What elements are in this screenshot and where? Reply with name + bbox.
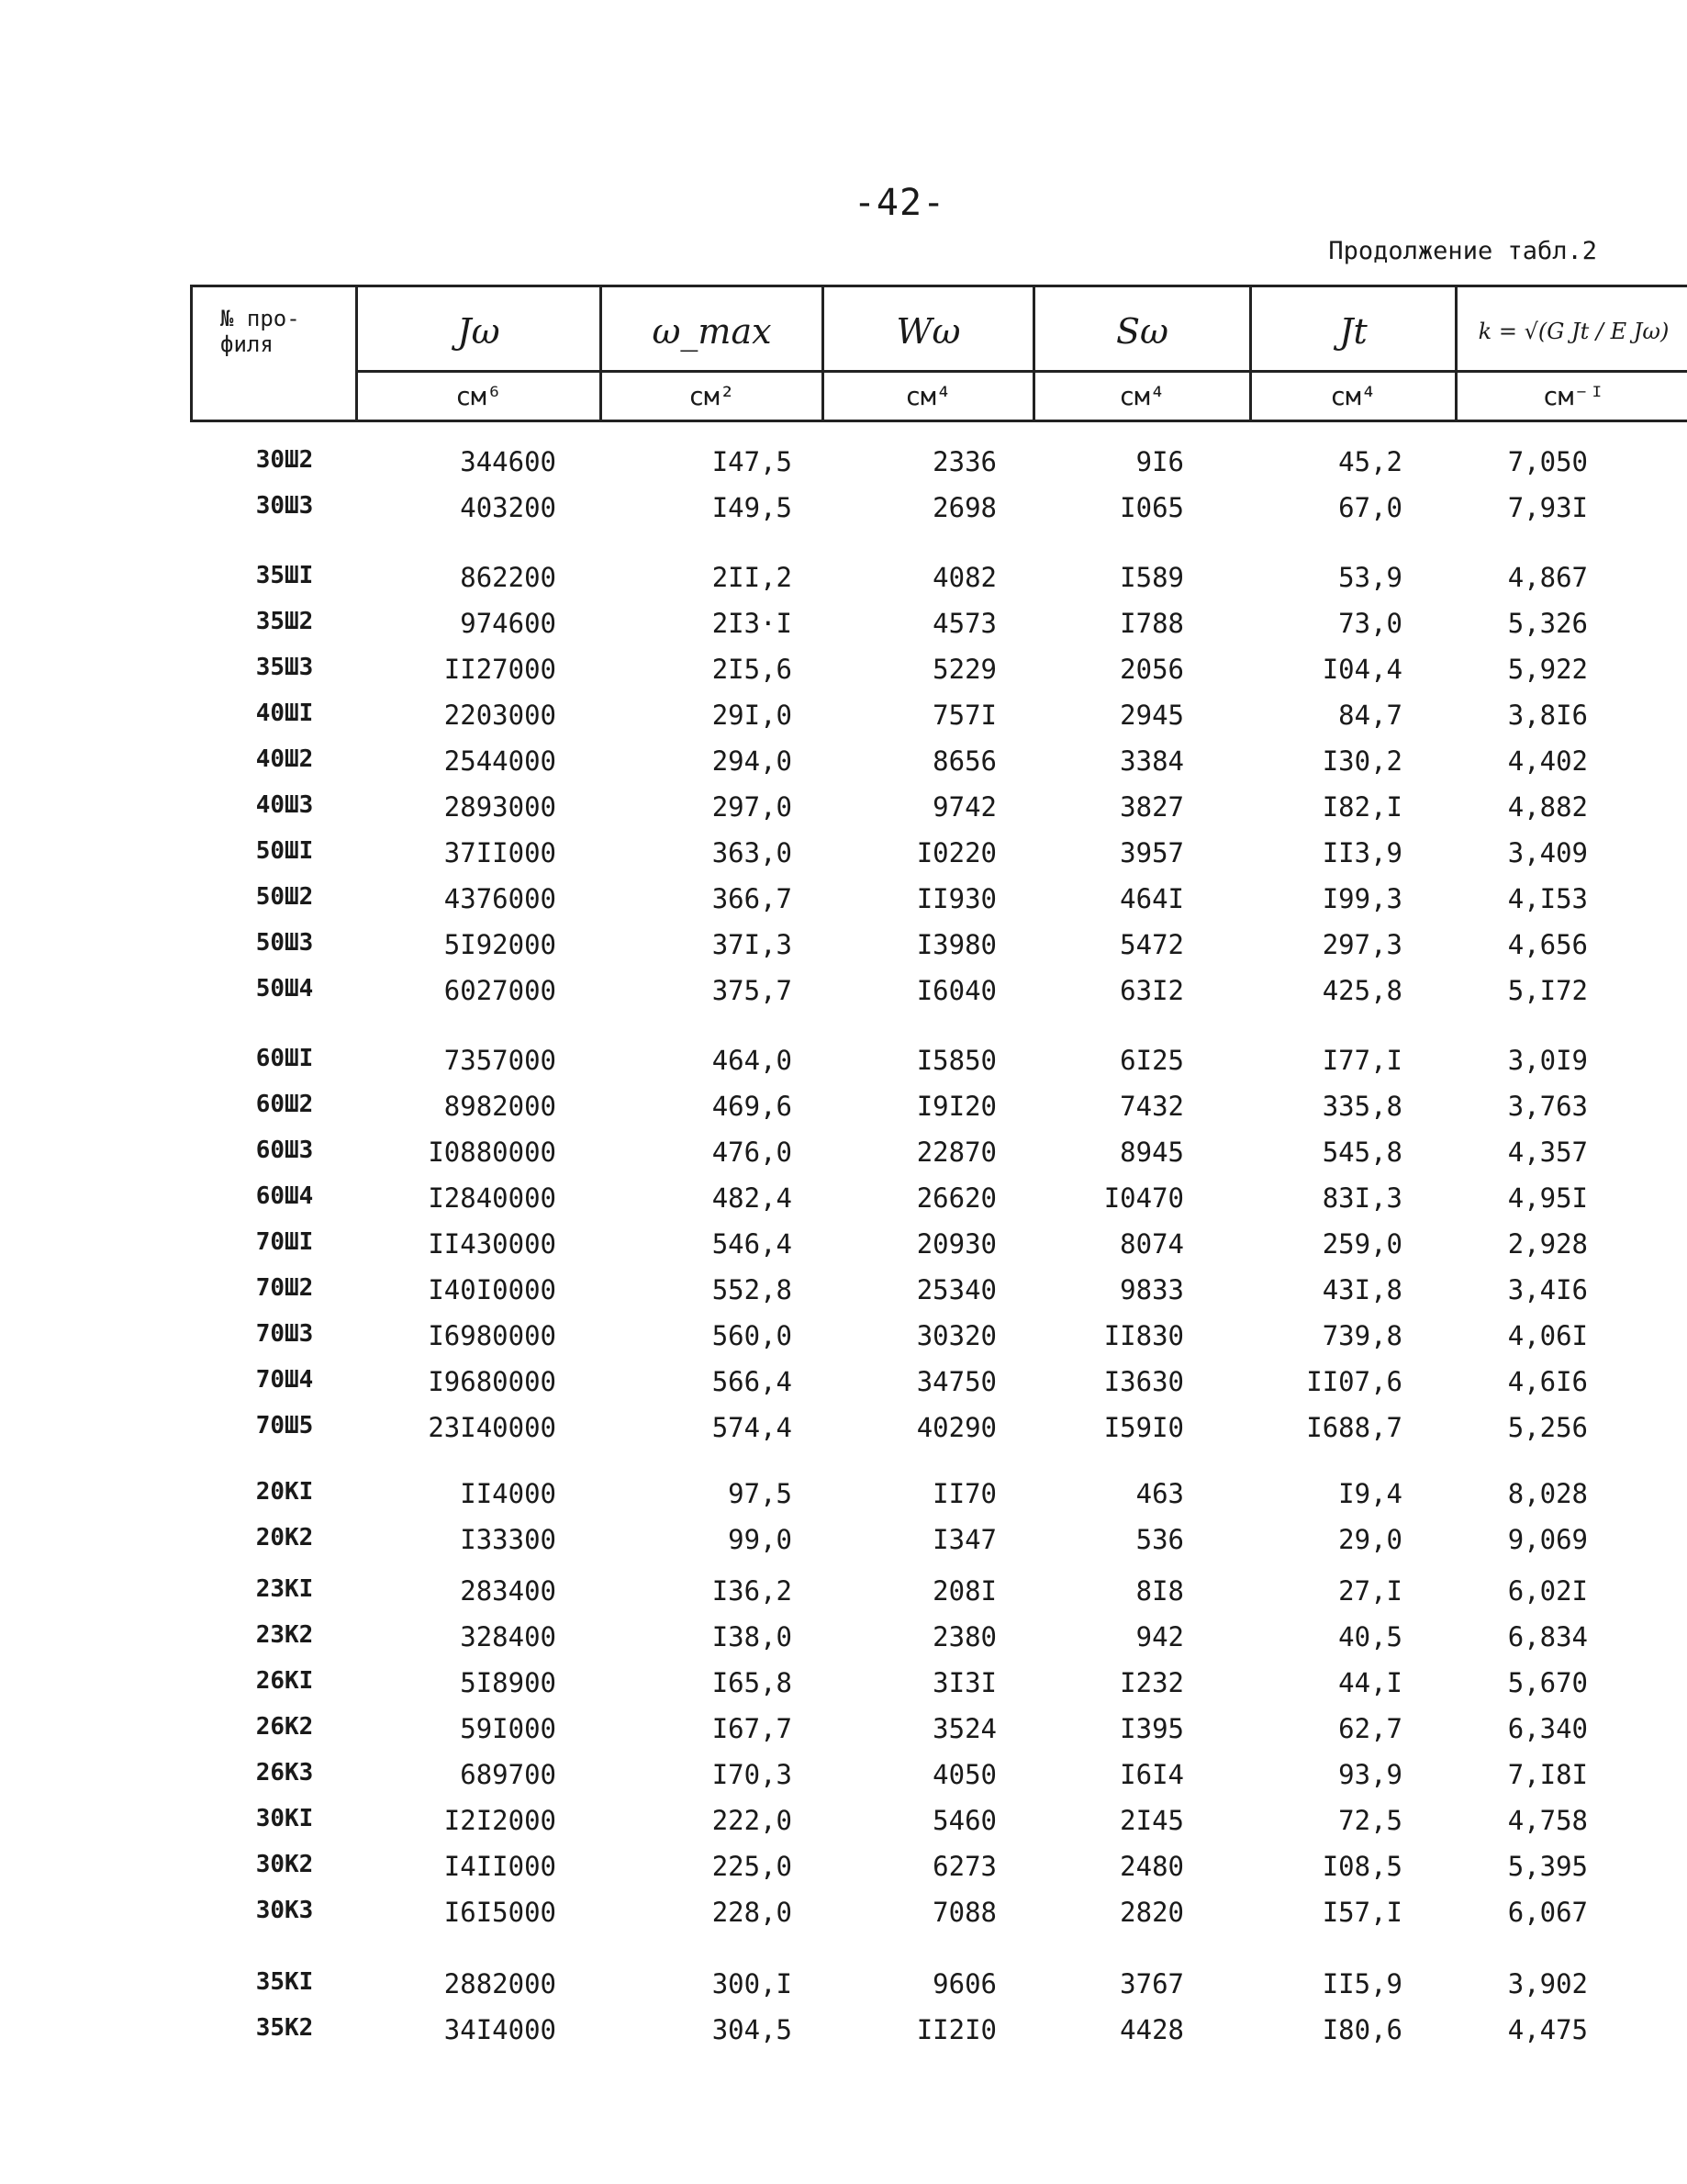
cell-s-omega: 942	[1135, 1621, 1184, 1652]
cell-omega-max: 464,0	[711, 1045, 792, 1076]
cell-jt: 72,5	[1338, 1805, 1402, 1836]
cell-w-omega: 2336	[933, 446, 997, 477]
cell-j-omega: I4II000	[443, 1851, 556, 1882]
cell-profile: 35К2	[255, 2014, 314, 2042]
cell-s-omega: 3957	[1120, 837, 1184, 868]
table-row	[0, 1667, 1687, 1708]
cell-w-omega: 8656	[933, 745, 997, 777]
cell-profile: 26К2	[255, 1713, 314, 1741]
cell-w-omega: II2I0	[916, 2014, 997, 2045]
cell-profile: 50Ш2	[255, 883, 314, 911]
header-symbol-jw: Jω	[457, 311, 500, 352]
cell-w-omega: 9742	[933, 791, 997, 823]
cell-profile: 70Ш4	[255, 1366, 314, 1394]
cell-w-omega: 6273	[933, 1851, 997, 1882]
cell-s-omega: 2I45	[1120, 1805, 1184, 1836]
cell-s-omega: I232	[1120, 1667, 1184, 1698]
table-row	[0, 1412, 1687, 1452]
cell-k: 4,6I6	[1507, 1366, 1588, 1397]
cell-jt: 259,0	[1322, 1228, 1402, 1260]
cell-j-omega: 59I000	[460, 1713, 556, 1744]
table-row	[0, 837, 1687, 878]
cell-omega-max: 29I,0	[711, 700, 792, 731]
cell-j-omega: 8982000	[443, 1091, 556, 1122]
table-row	[0, 1621, 1687, 1662]
table-row	[0, 929, 1687, 969]
cell-j-omega: I33300	[460, 1524, 556, 1555]
cell-k: 4,656	[1507, 929, 1588, 960]
cell-omega-max: I49,5	[711, 492, 792, 523]
cell-jt: I30,2	[1322, 745, 1402, 777]
table-row	[0, 883, 1687, 924]
cell-omega-max: 574,4	[711, 1412, 792, 1443]
table-row	[0, 1851, 1687, 1891]
cell-s-omega: I6I4	[1120, 1759, 1184, 1790]
cell-jt: I08,5	[1322, 1851, 1402, 1882]
cell-s-omega: 3767	[1120, 1968, 1184, 1999]
cell-j-omega: I2840000	[428, 1182, 556, 1214]
cell-s-omega: 463	[1135, 1478, 1184, 1509]
cell-jt: I77,I	[1322, 1045, 1402, 1076]
cell-j-omega: 403200	[460, 492, 556, 523]
table-row	[0, 1759, 1687, 1799]
cell-omega-max: I36,2	[711, 1575, 792, 1607]
cell-w-omega: 757I	[933, 700, 997, 731]
cell-k: 4,402	[1507, 745, 1588, 777]
cell-jt: 425,8	[1322, 975, 1402, 1006]
cell-k: 9,069	[1507, 1524, 1588, 1555]
table-row	[0, 1182, 1687, 1223]
header-symbol-jt: Jt	[1339, 311, 1368, 352]
cell-k: 2,928	[1507, 1228, 1588, 1260]
cell-k: 4,06I	[1507, 1320, 1588, 1351]
cell-profile: 60Ш4	[255, 1182, 314, 1210]
cell-profile: 30К2	[255, 1851, 314, 1878]
cell-w-omega: 25340	[916, 1274, 997, 1305]
cell-omega-max: 99,0	[728, 1524, 792, 1555]
header-unit-jw: см⁶	[455, 380, 502, 411]
cell-omega-max: I65,8	[711, 1667, 792, 1698]
cell-profile: 35Ш2	[255, 608, 314, 635]
table-header	[190, 285, 1687, 422]
table-row	[0, 446, 1687, 487]
cell-profile: 40Ш2	[255, 745, 314, 773]
header-profile-column	[193, 287, 358, 420]
cell-k: 5,256	[1507, 1412, 1588, 1443]
cell-w-omega: 3I3I	[933, 1667, 997, 1698]
cell-s-omega: 6I25	[1120, 1045, 1184, 1076]
cell-j-omega: I9680000	[428, 1366, 556, 1397]
cell-jt: I688,7	[1306, 1412, 1402, 1443]
cell-s-omega: I0470	[1103, 1182, 1184, 1214]
cell-s-omega: 2945	[1120, 700, 1184, 731]
cell-j-omega: 283400	[460, 1575, 556, 1607]
cell-w-omega: 4573	[933, 608, 997, 639]
cell-w-omega: 2698	[933, 492, 997, 523]
table-row	[0, 654, 1687, 694]
cell-omega-max: 2II,2	[711, 562, 792, 593]
cell-omega-max: 2I5,6	[711, 654, 792, 685]
cell-profile: 70ШI	[255, 1228, 314, 1256]
cell-omega-max: 363,0	[711, 837, 792, 868]
header-symbol-sw: Sω	[1115, 311, 1169, 352]
table-row	[0, 1968, 1687, 2009]
table-row	[0, 1805, 1687, 1845]
cell-w-omega: I347	[933, 1524, 997, 1555]
cell-w-omega: I9I20	[916, 1091, 997, 1122]
cell-j-omega: 5I8900	[460, 1667, 556, 1698]
header-unit-sw: см⁴	[1119, 380, 1166, 411]
cell-w-omega: 5229	[933, 654, 997, 685]
cell-omega-max: I67,7	[711, 1713, 792, 1744]
table-row	[0, 1524, 1687, 1564]
cell-jt: 29,0	[1338, 1524, 1402, 1555]
cell-k: 6,340	[1507, 1713, 1588, 1744]
cell-s-omega: 3384	[1120, 745, 1184, 777]
table-row	[0, 1274, 1687, 1315]
cell-profile: 23К2	[255, 1621, 314, 1649]
table-row	[0, 1091, 1687, 1131]
cell-j-omega: 2544000	[443, 745, 556, 777]
cell-k: 6,067	[1507, 1897, 1588, 1928]
header-symbol-k: k = √(G Jt / E Jω)	[1478, 319, 1670, 344]
cell-j-omega: I6980000	[428, 1320, 556, 1351]
cell-w-omega: 4050	[933, 1759, 997, 1790]
cell-k: 7,050	[1507, 446, 1588, 477]
header-symbol-ww: Wω	[896, 311, 961, 352]
cell-s-omega: I788	[1120, 608, 1184, 639]
cell-w-omega: 208I	[933, 1575, 997, 1607]
cell-j-omega: 7357000	[443, 1045, 556, 1076]
cell-j-omega: II430000	[428, 1228, 556, 1260]
cell-w-omega: 40290	[916, 1412, 997, 1443]
cell-s-omega: 7432	[1120, 1091, 1184, 1122]
cell-w-omega: II930	[916, 883, 997, 914]
cell-profile: 50Ш3	[255, 929, 314, 957]
table-row	[0, 791, 1687, 832]
cell-k: 5,922	[1507, 654, 1588, 685]
cell-w-omega: I5850	[916, 1045, 997, 1076]
header-unit-jt: см⁴	[1330, 380, 1377, 411]
cell-w-omega: 3524	[933, 1713, 997, 1744]
cell-jt: 73,0	[1338, 608, 1402, 639]
cell-omega-max: 2I3·I	[711, 608, 792, 639]
cell-j-omega: 689700	[460, 1759, 556, 1790]
cell-j-omega: I2I2000	[443, 1805, 556, 1836]
cell-omega-max: 552,8	[711, 1274, 792, 1305]
cell-jt: I82,I	[1322, 791, 1402, 823]
cell-k: 4,882	[1507, 791, 1588, 823]
cell-omega-max: 300,I	[711, 1968, 792, 1999]
cell-j-omega: 862200	[460, 562, 556, 593]
cell-profile: 30Ш3	[255, 492, 314, 520]
cell-s-omega: I59I0	[1103, 1412, 1184, 1443]
cell-w-omega: 26620	[916, 1182, 997, 1214]
cell-k: 4,I53	[1507, 883, 1588, 914]
cell-j-omega: 34I4000	[443, 2014, 556, 2045]
table-row	[0, 1366, 1687, 1406]
cell-omega-max: 228,0	[711, 1897, 792, 1928]
cell-profile: 35КI	[255, 1968, 314, 1996]
cell-j-omega: II27000	[443, 654, 556, 685]
header-profile-label	[220, 306, 349, 357]
cell-s-omega: 8074	[1120, 1228, 1184, 1260]
cell-s-omega: 536	[1135, 1524, 1184, 1555]
cell-profile: 23КI	[255, 1575, 314, 1603]
header-col-jt	[1252, 287, 1458, 420]
cell-s-omega: 464I	[1120, 883, 1184, 914]
cell-profile: 60Ш2	[255, 1091, 314, 1118]
cell-jt: 84,7	[1338, 700, 1402, 731]
cell-k: 5,670	[1507, 1667, 1588, 1698]
header-unit-k: см⁻ᴵ	[1542, 380, 1605, 411]
cell-s-omega: I589	[1120, 562, 1184, 593]
cell-profile: 50ШI	[255, 837, 314, 865]
cell-omega-max: 366,7	[711, 883, 792, 914]
table-row	[0, 562, 1687, 602]
cell-s-omega: 3827	[1120, 791, 1184, 823]
cell-k: 3,0I9	[1507, 1045, 1588, 1076]
cell-w-omega: I3980	[916, 929, 997, 960]
cell-jt: 93,9	[1338, 1759, 1402, 1790]
cell-k: 4,867	[1507, 562, 1588, 593]
cell-omega-max: 469,6	[711, 1091, 792, 1122]
cell-k: 3,8I6	[1507, 700, 1588, 731]
cell-s-omega: 9833	[1120, 1274, 1184, 1305]
cell-profile: 60Ш3	[255, 1137, 314, 1164]
cell-j-omega: I0880000	[428, 1137, 556, 1168]
cell-k: 3,902	[1507, 1968, 1588, 1999]
cell-jt: 45,2	[1338, 446, 1402, 477]
table-row	[0, 1045, 1687, 1085]
cell-omega-max: 560,0	[711, 1320, 792, 1351]
cell-jt: 43I,8	[1322, 1274, 1402, 1305]
table-row	[0, 745, 1687, 786]
cell-jt: 67,0	[1338, 492, 1402, 523]
cell-w-omega: 2380	[933, 1621, 997, 1652]
cell-w-omega: 30320	[916, 1320, 997, 1351]
table-continuation-note: Продолжение табл.2	[1328, 237, 1597, 265]
cell-omega-max: 225,0	[711, 1851, 792, 1882]
table-row	[0, 1897, 1687, 1937]
cell-j-omega: 2893000	[443, 791, 556, 823]
table-row	[0, 1478, 1687, 1518]
cell-s-omega: 2820	[1120, 1897, 1184, 1928]
cell-k: 3,763	[1507, 1091, 1588, 1122]
cell-omega-max: I70,3	[711, 1759, 792, 1790]
table-row	[0, 1575, 1687, 1616]
cell-s-omega: 8I8	[1135, 1575, 1184, 1607]
cell-w-omega: 34750	[916, 1366, 997, 1397]
cell-profile: 20К2	[255, 1524, 314, 1551]
cell-s-omega: 8945	[1120, 1137, 1184, 1168]
table-row	[0, 608, 1687, 648]
cell-j-omega: I6I5000	[443, 1897, 556, 1928]
cell-omega-max: I47,5	[711, 446, 792, 477]
header-unit-wmax: см²	[688, 380, 735, 411]
cell-j-omega: 974600	[460, 608, 556, 639]
table-row	[0, 1320, 1687, 1361]
cell-omega-max: 304,5	[711, 2014, 792, 2045]
cell-w-omega: 4082	[933, 562, 997, 593]
cell-j-omega: II4000	[460, 1478, 556, 1509]
cell-jt: 545,8	[1322, 1137, 1402, 1168]
cell-k: 7,I8I	[1507, 1759, 1588, 1790]
cell-k: 4,475	[1507, 2014, 1588, 2045]
cell-omega-max: 482,4	[711, 1182, 792, 1214]
table-row	[0, 975, 1687, 1015]
header-col-jw	[358, 287, 602, 420]
cell-profile: 30КI	[255, 1805, 314, 1832]
cell-jt: 44,I	[1338, 1667, 1402, 1698]
cell-w-omega: 22870	[916, 1137, 997, 1168]
cell-w-omega: 7088	[933, 1897, 997, 1928]
header-col-k	[1458, 287, 1687, 420]
header-col-sw	[1035, 287, 1252, 420]
cell-jt: II3,9	[1322, 837, 1402, 868]
cell-s-omega: 63I2	[1120, 975, 1184, 1006]
cell-omega-max: 222,0	[711, 1805, 792, 1836]
cell-k: 5,I72	[1507, 975, 1588, 1006]
header-profile-line2: филя	[220, 331, 274, 357]
cell-jt: 335,8	[1322, 1091, 1402, 1122]
table-row	[0, 1228, 1687, 1269]
cell-k: 4,357	[1507, 1137, 1588, 1168]
cell-j-omega: 328400	[460, 1621, 556, 1652]
cell-jt: I04,4	[1322, 654, 1402, 685]
cell-omega-max: 297,0	[711, 791, 792, 823]
cell-profile: 30К3	[255, 1897, 314, 1924]
cell-s-omega: 2056	[1120, 654, 1184, 685]
cell-omega-max: I38,0	[711, 1621, 792, 1652]
header-profile-line1: № про-	[220, 306, 300, 331]
cell-profile: 30Ш2	[255, 446, 314, 474]
cell-w-omega: I6040	[916, 975, 997, 1006]
cell-k: 4,758	[1507, 1805, 1588, 1836]
cell-profile: 70Ш2	[255, 1274, 314, 1302]
cell-k: 6,02I	[1507, 1575, 1588, 1607]
cell-j-omega: 23I40000	[428, 1412, 556, 1443]
cell-k: 6,834	[1507, 1621, 1588, 1652]
cell-j-omega: 4376000	[443, 883, 556, 914]
cell-jt: I57,I	[1322, 1897, 1402, 1928]
cell-k: 3,409	[1507, 837, 1588, 868]
header-col-wmax	[602, 287, 824, 420]
cell-jt: 40,5	[1338, 1621, 1402, 1652]
cell-w-omega: II70	[933, 1478, 997, 1509]
cell-profile: 70Ш3	[255, 1320, 314, 1348]
cell-s-omega: I395	[1120, 1713, 1184, 1744]
cell-j-omega: 37II000	[443, 837, 556, 868]
cell-jt: 739,8	[1322, 1320, 1402, 1351]
cell-jt: I9,4	[1338, 1478, 1402, 1509]
cell-w-omega: 5460	[933, 1805, 997, 1836]
cell-k: 4,95I	[1507, 1182, 1588, 1214]
cell-profile: 20КI	[255, 1478, 314, 1506]
cell-jt: I99,3	[1322, 883, 1402, 914]
cell-j-omega: 344600	[460, 446, 556, 477]
cell-s-omega: I3630	[1103, 1366, 1184, 1397]
cell-j-omega: 5I92000	[443, 929, 556, 960]
cell-omega-max: 37I,3	[711, 929, 792, 960]
cell-jt: 297,3	[1322, 929, 1402, 960]
cell-profile: 50Ш4	[255, 975, 314, 1002]
cell-profile: 40Ш3	[255, 791, 314, 819]
cell-s-omega: 5472	[1120, 929, 1184, 960]
table-row	[0, 1713, 1687, 1753]
cell-j-omega: I40I0000	[428, 1274, 556, 1305]
cell-profile: 70Ш5	[255, 1412, 314, 1439]
cell-jt: 62,7	[1338, 1713, 1402, 1744]
cell-s-omega: 9I6	[1135, 446, 1184, 477]
cell-k: 5,326	[1507, 608, 1588, 639]
cell-jt: 53,9	[1338, 562, 1402, 593]
cell-omega-max: 375,7	[711, 975, 792, 1006]
cell-k: 3,4I6	[1507, 1274, 1588, 1305]
table-row	[0, 492, 1687, 532]
table-row	[0, 2014, 1687, 2055]
cell-omega-max: 97,5	[728, 1478, 792, 1509]
cell-s-omega: I065	[1120, 492, 1184, 523]
cell-k: 7,93I	[1507, 492, 1588, 523]
cell-jt: I80,6	[1322, 2014, 1402, 2045]
cell-j-omega: 6027000	[443, 975, 556, 1006]
cell-jt: 27,I	[1338, 1575, 1402, 1607]
cell-k: 5,395	[1507, 1851, 1588, 1882]
cell-w-omega: 20930	[916, 1228, 997, 1260]
cell-w-omega: 9606	[933, 1968, 997, 1999]
cell-k: 8,028	[1507, 1478, 1588, 1509]
cell-jt: II5,9	[1322, 1968, 1402, 1999]
cell-omega-max: 546,4	[711, 1228, 792, 1260]
page-number: -42-	[853, 182, 946, 224]
cell-profile: 60ШI	[255, 1045, 314, 1072]
header-col-ww	[824, 287, 1035, 420]
table-row	[0, 1137, 1687, 1177]
cell-j-omega: 2882000	[443, 1968, 556, 1999]
cell-jt: II07,6	[1306, 1366, 1402, 1397]
cell-profile: 35ШI	[255, 562, 314, 589]
cell-j-omega: 2203000	[443, 700, 556, 731]
cell-omega-max: 294,0	[711, 745, 792, 777]
cell-profile: 35Ш3	[255, 654, 314, 681]
cell-omega-max: 476,0	[711, 1137, 792, 1168]
header-unit-ww: см⁴	[905, 380, 952, 411]
cell-profile: 26К3	[255, 1759, 314, 1786]
cell-jt: 83I,3	[1322, 1182, 1402, 1214]
cell-profile: 26КI	[255, 1667, 314, 1695]
header-symbol-wmax: ω_max	[652, 311, 772, 352]
cell-s-omega: 4428	[1120, 2014, 1184, 2045]
cell-omega-max: 566,4	[711, 1366, 792, 1397]
cell-s-omega: 2480	[1120, 1851, 1184, 1882]
cell-profile: 40ШI	[255, 700, 314, 727]
cell-s-omega: II830	[1103, 1320, 1184, 1351]
table-row	[0, 700, 1687, 740]
cell-w-omega: I0220	[916, 837, 997, 868]
